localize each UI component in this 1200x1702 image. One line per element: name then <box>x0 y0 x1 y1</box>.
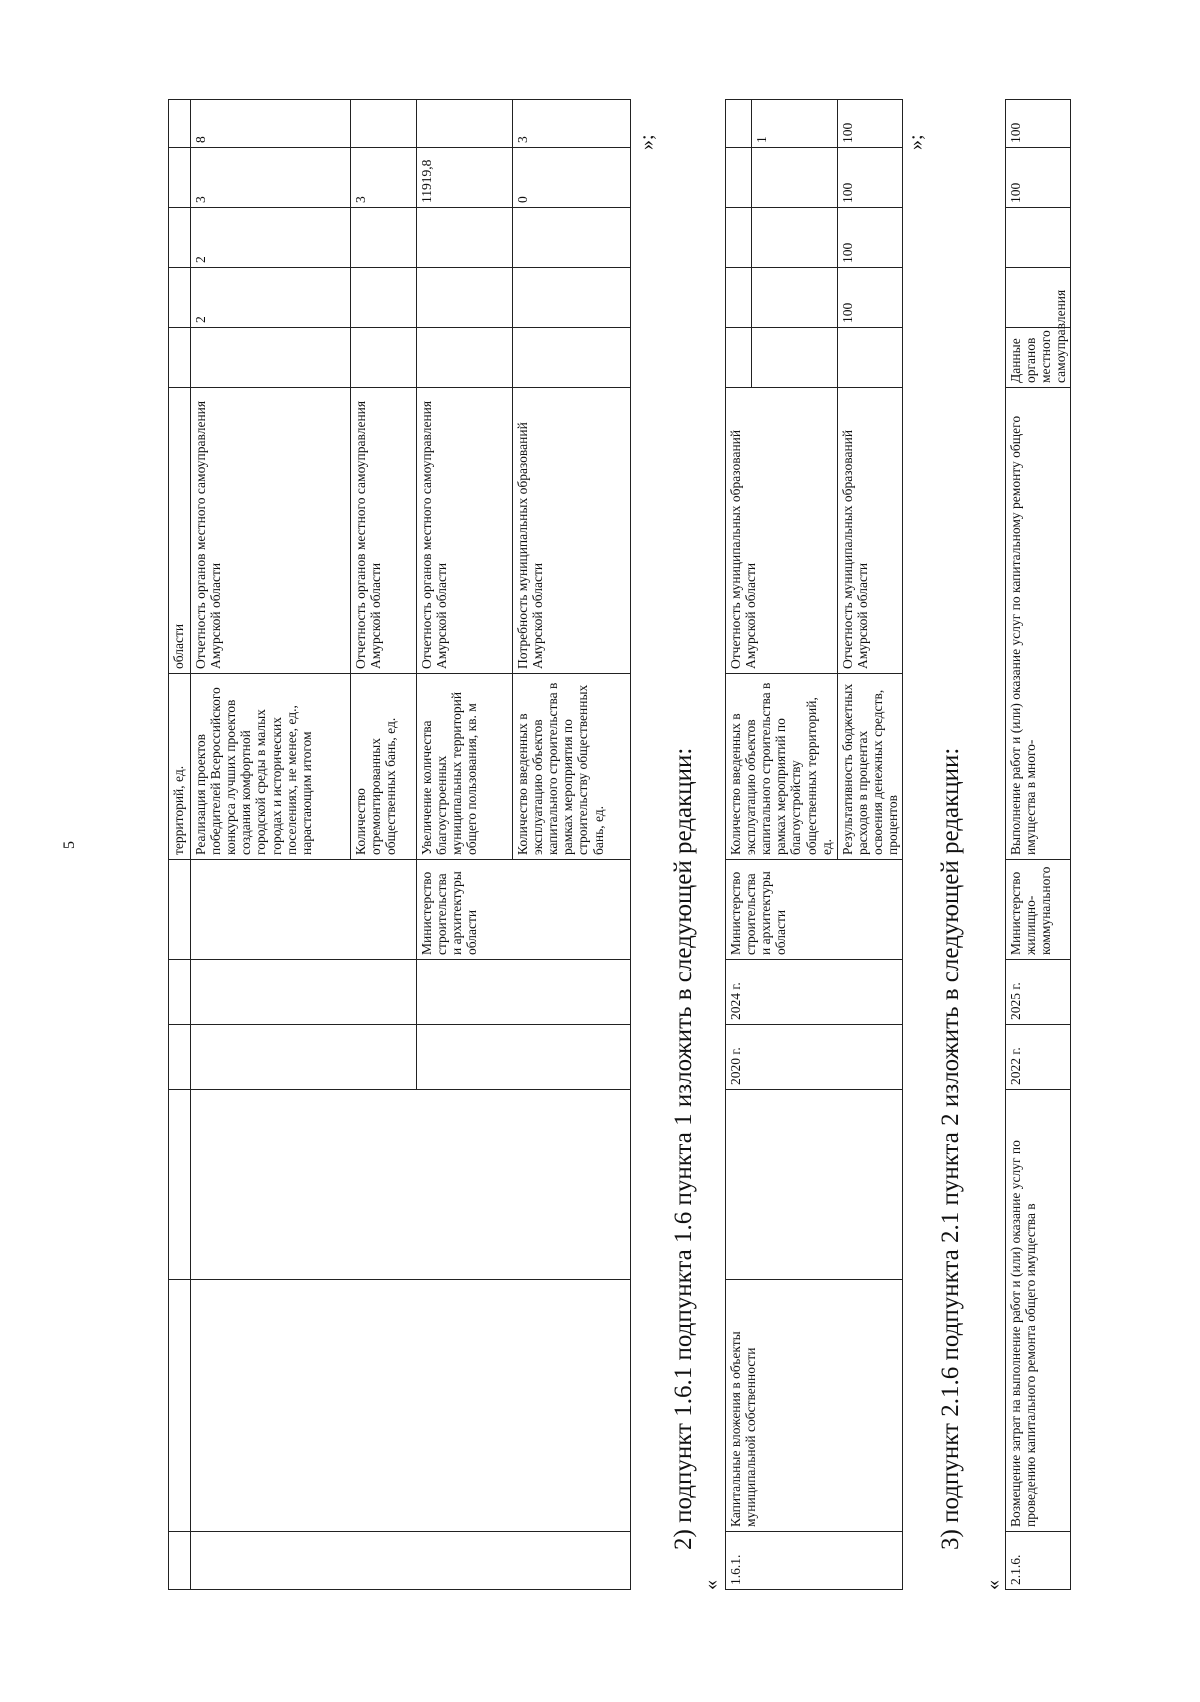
row2-source: Отчетность органов местного самоуправления Амурской области <box>191 388 351 674</box>
table3-item-name: Возмещение затрат на выполнение работ и (или) оказание услуг по проведению капитального ремонта общего имущества в <box>1006 1090 1071 1532</box>
table2-indicator-2-value-3: 100 <box>838 148 903 208</box>
row2-value-2: 2 <box>191 208 351 268</box>
row5-source: Потребность муниципальных образований Амурской области <box>513 388 631 674</box>
heading-subclause-1-6-1: 2) подпункт 1.6.1 подпункта 1.6 пункта 1 изложить в следующей редакции: <box>670 747 697 1550</box>
table2-indicator-2-value-4: 100 <box>838 100 903 148</box>
row5-indicator: Количество введенных в эксплуатацию объектов капитального строительства в рамках мероприятия по строительству общественных бань, ед. <box>513 674 631 860</box>
row2-value-4: 8 <box>191 100 351 148</box>
table3-end-year: 2025 г. <box>1006 960 1071 1025</box>
table1-close-quote: »; <box>636 134 658 150</box>
row3-value-3: 3 <box>351 148 417 208</box>
row5-value-3: 0 <box>513 148 631 208</box>
table2-source-2: Отчетность муниципальных образований Амурской области <box>838 388 903 674</box>
table3-executor: Министерство жилищно-коммунального <box>1006 860 1071 960</box>
table3-start-year: 2022 г. <box>1006 1025 1071 1090</box>
table3-indicator: Выполнение работ и (или) оказание услуг по капитальному ремонту общего имущества в много- <box>1006 388 1071 860</box>
table2-open-quote: « <box>700 1580 722 1590</box>
page-number: 5 <box>61 841 78 849</box>
row1-indicator: территорий, ед. <box>169 674 191 860</box>
table2-indicator-1: Количество введенных в эксплуатацию объектов капитального строительства в рамках мероприятий по благоустройству общественных территорий, ед. <box>726 674 838 860</box>
table2-start-year: 2020 г. <box>726 1025 903 1090</box>
table3-value-1: 100 <box>1006 148 1071 208</box>
table2-indicator-2: Результативность бюджетных расходов в процентах освоения денежных средств, процентов <box>838 674 903 860</box>
row2-indicator: Реализация проектов победителей Всероссийского конкурса лучших проектов создания комфортной городской среды в малых городах и исторических поселениях, не менее, ед., нарастающим итогом <box>191 674 351 860</box>
subclause-2-1-6-table <box>1005 99 1071 1590</box>
table3-item-number: 2.1.6. <box>1006 1532 1071 1590</box>
row2-value-1: 2 <box>191 268 351 328</box>
row5-value-4: 3 <box>513 100 631 148</box>
heading-subclause-2-1-6: 3) подпункт 2.1.6 подпункта 2.1 пункта 2 изложить в следующей редакции: <box>937 747 964 1550</box>
row3-indicator: Количество отремонтированных общественных бань, ед. <box>351 674 417 860</box>
table3-open-quote: « <box>982 1580 1004 1590</box>
table3-value-2: 100 <box>1006 100 1071 148</box>
table2-end-year: 2024 г. <box>726 960 903 1025</box>
rotated-document-body <box>160 100 1140 1590</box>
table2-indicator-2-value-1: 100 <box>838 268 903 328</box>
continuation-table <box>168 99 631 1590</box>
table3-source: Данные органов местного самоуправления <box>1006 328 1071 388</box>
table2-indicator-2-value-2: 100 <box>838 208 903 268</box>
row4-executor: Министерство строительства и архитектуры области <box>417 860 631 960</box>
table2-item-name: Капитальные вложения в объекты муниципальной собственности <box>726 1280 903 1532</box>
subclause-1-6-1-table <box>725 99 903 1590</box>
table2-close-quote: »; <box>905 134 927 150</box>
row4-source: Отчетность органов местного самоуправления Амурской области <box>417 388 513 674</box>
row3-source: Отчетность органов местного самоуправления Амурской области <box>351 388 417 674</box>
table2-source-1: Отчетность муниципальных образований Амурской области <box>726 388 838 674</box>
table2-indicator-1-value: 1 <box>752 100 838 148</box>
table2-executor: Министерство строительства и архитектуры области <box>726 860 903 960</box>
table2-item-number: 1.6.1. <box>726 1532 903 1590</box>
row4-value-3: 11919,8 <box>417 148 513 208</box>
row4-indicator: Увеличение количества благоустроенных муниципальных территорий общего пользования, кв. м <box>417 674 513 860</box>
row2-value-3: 3 <box>191 148 351 208</box>
row1-source: области <box>169 388 191 674</box>
